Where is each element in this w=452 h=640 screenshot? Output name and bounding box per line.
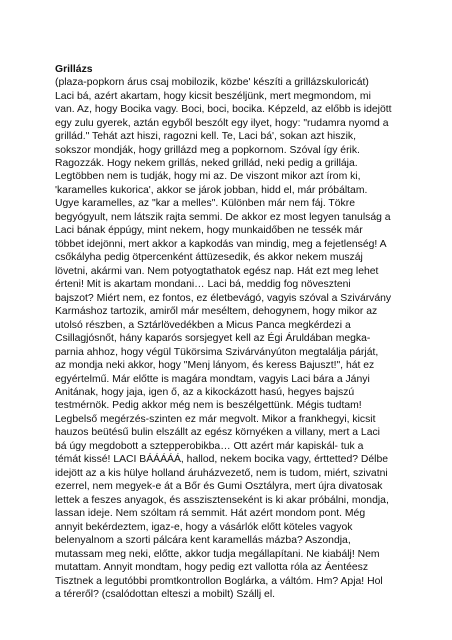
text-line: egyértelmű. Már előtte is magára mondtam, vagyis Laci bára a Jányi [55,373,370,385]
text-line: csőkályha pedig ötpercenként áttüzesedik, és akkor nekem muszáj [55,252,363,264]
text-line: egy zulu gyerek, aztán egyből beszólt egy ilyet, hogy: "rudamra nyomd a [55,117,389,129]
text-line: bajszot? Miért nem, ez fontos, ez életbevágó, vagyis szóval a Szivárvány [55,292,392,304]
text-line: mutassam meg neki, előtte, akkor tudja megállapítani. Ne kiabálj! Nem [55,548,380,560]
text-line: belenyalnom a szorti pálcára kent karamellás mázba? Aszondja, [55,535,351,547]
text-line: a téreről? (csalódottan elteszi a mobilt) Szállj el. [55,589,276,600]
text-line: érteni! Mit is akartam mondani… Laci bá, meddig fog növeszteni [55,279,351,291]
text-line: Laci bá, azért akartam, hogy kicsit beszéljünk, mert megmondom, mi [55,90,371,102]
text-line: Ugye karamelles, az "kar a melles". Különben már nem fáj. Tökre [55,198,355,210]
text-line: sokszor mondják, hogy grillázd meg a popkornom. Szóval így érik. [55,144,360,156]
text-line: grillád." Tehát azt hiszi, ragozni kell. Te, Laci bá', sokan azt hiszik, [55,131,356,143]
text-line: többet idejönni, mert akkor a kapkodás van mindig, meg a fejetlenség! A [55,238,387,250]
text-line: mutattam. Annyit mondtam, hogy pedig ezt vallotta róla az Áentéesz [55,562,369,574]
text-line: testmérnök. Pedig akkor még nem is beszélgettünk. Mégis tudtam! [55,400,362,412]
text-line: parnia ahhoz, hogy végül Tükörsima Szivárványúton megtalálja párját, [55,346,379,358]
text-line: Karmáshoz tartozik, amiről már meséltem, dehogynem, hogy mikor az [55,306,378,318]
text-line: lettek a feszes anyagok, és asszisztenseként is ki akar próbálni, mondja, [55,494,389,506]
text-line: lövetni, akármi van. Nem potyogtathatok egész nap. Hát ezt meg lehet [55,265,379,277]
text-line: az mondja neki akkor, hogy "Menj lányom, és keress Bajuszt!", hát ez [55,360,375,372]
text-line: (plaza-popkorn árus csaj mobilozik, közbe' készíti a grillázskuloricát) [55,77,369,89]
text-line: bá úgy megdobott a sztepperobikba… Ott azért már kapiskál- tuk a [55,440,364,452]
text-line: Anitának, hogy jaja, igen ő, az a kikockázott hasú, hegyes bajszú [55,386,355,398]
text-line: utolsó részben, a Sztárlövedékben a Micus Panca megkérdezi a [55,319,351,331]
text-line: hauzos beütésű bulin elszállt az egész környéken a villany, mert a Laci [55,427,380,439]
text-line: van. Az, hogy Bocika vagy. Boci, boci, bocika. Képzeld, az előbb is idejött [55,104,392,116]
document-title: Grillázs [55,64,93,75]
text-line: Legbelső megérzés-szinten ez már megvolt. Mikor a frankhegyi, kicsit [55,413,376,425]
document-body [55,64,401,601]
text-line: idejött az a kis hülye holland áruházvezető, nem is tudom, miért, szivatni [55,467,388,479]
text-line: begyógyult, nem látszik rajta semmi. De akkor ez most legyen tanulság a [55,211,391,223]
text-line: ezerrel, nem megyek-e át a Bőr és Gumi Osztályra, mert újra divatosak [55,481,383,493]
text-line: lassan ideje. Nem szóltam rá semmit. Hát azért mondom pont. Még [55,508,366,520]
text-line: annyit bekérdeztem, igaz-e, hogy a vásárlók előtt köteles vagyok [55,521,353,533]
text-line: témát kissé! LACI BÁÁÁÁÁ, hallod, nekem bocika vagy, érttetted? Délbe [55,454,389,466]
text-line: Ragozzák. Hogy nekem grillás, neked grillád, neki pedig a grillája. [55,158,358,169]
text-line: 'karamelles kukorica', akkor se járok jobban, hidd el, már próbáltam. [55,184,368,196]
text-line: Tisztnek a legutóbbi promtkontrollon Boglárka, a váltóm. Hm? Apja! Hol [55,575,383,587]
text-line: Csillagjósnőt, hány kaparós sorsjegyet kell az Égi Áruldában megka- [55,333,371,345]
text-line: Laci bának éppúgy, mint nekem, hogy munkaidőben ne tessék már [55,225,363,237]
text-line: Legtöbben nem is tudják, hogy mi az. De viszont mikor azt írom ki, [55,171,361,183]
